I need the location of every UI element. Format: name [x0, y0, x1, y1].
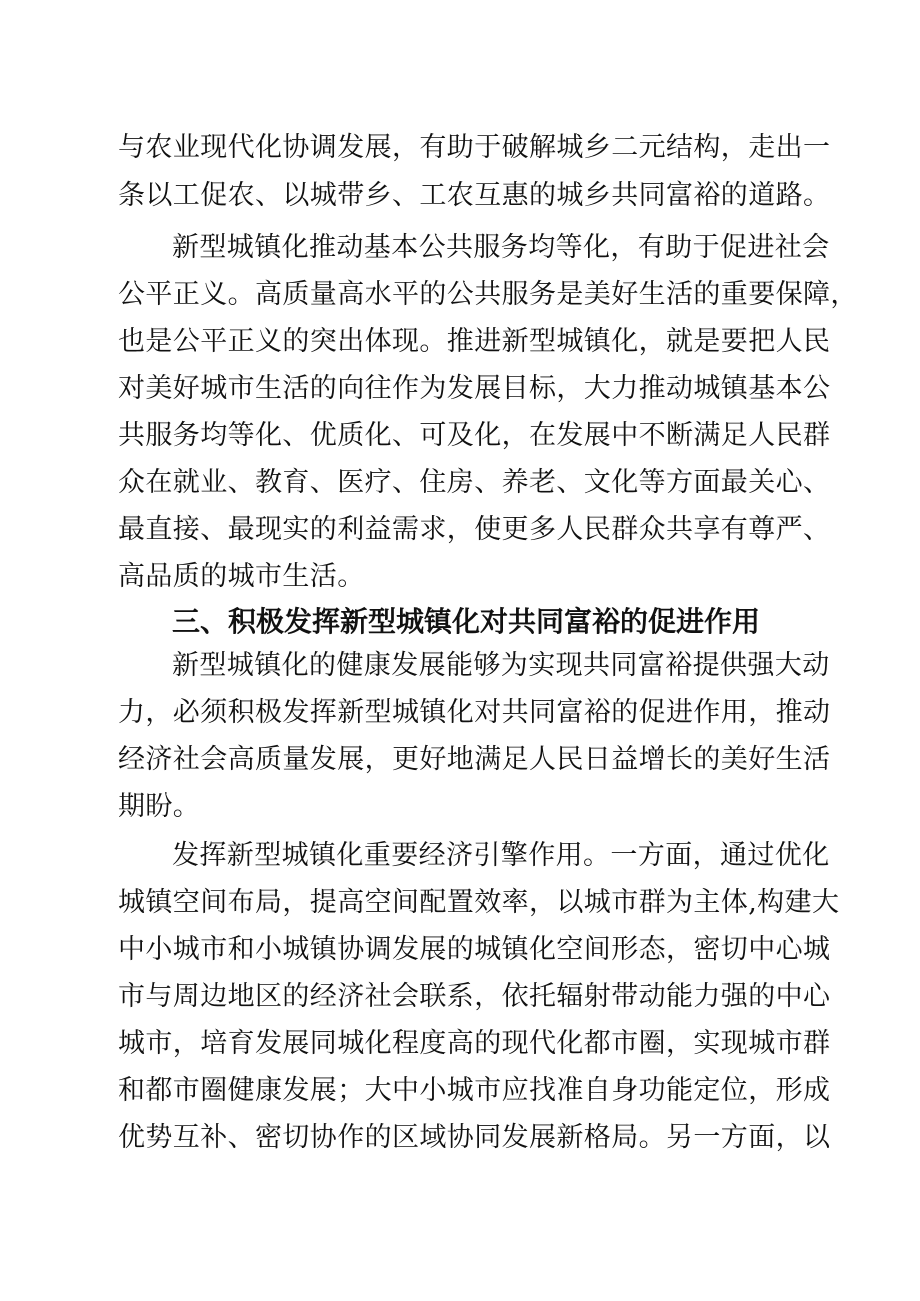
text-line: 公平正义。高质量高水平的公共服务是美好生活的重要保障， — [118, 279, 858, 310]
text-line: 城市，培育发展同城化程度高的现代化都市圈，实现城市群 — [118, 1028, 831, 1059]
text-line: 共服务均等化、优质化、可及化，在发展中不断满足人民群 — [118, 420, 831, 451]
text-line: 和都市圈健康发展；大中小城市应找准自身功能定位，形成 — [118, 1075, 831, 1106]
paragraph-first-line: 新型城镇化推动基本公共服务均等化，有助于促进社会 — [172, 232, 830, 263]
text-line: 市与周边地区的经济社会联系，依托辐射带动能力强的中心 — [118, 981, 831, 1012]
text-line: 期盼。 — [118, 791, 201, 822]
text-line: 中小城市和小城镇协调发展的城镇化空间形态，密切中心城 — [118, 934, 831, 965]
text-line: 优势互补、密切协作的区域协同发展新格局。另一方面，以 — [118, 1122, 831, 1153]
text-line: 最直接、最现实的利益需求，使更多人民群众共享有尊严、 — [118, 514, 831, 545]
text-line: 众在就业、教育、医疗、住房、养老、文化等方面最关心、 — [118, 467, 831, 498]
text-line: 对美好城市生活的向往作为发展目标，大力推动城镇基本公 — [118, 373, 831, 404]
text-line: 力，必须积极发挥新型城镇化对共同富裕的促进作用，推动 — [118, 697, 831, 728]
text-line: 城镇空间布局，提高空间配置效率，以城市群为主体,构建大 — [118, 887, 840, 918]
paragraph-first-line: 新型城镇化的健康发展能够为实现共同富裕提供强大动 — [172, 650, 830, 681]
text-line: 经济社会高质量发展，更好地满足人民日益增长的美好生活 — [118, 744, 831, 775]
text-line: 高品质的城市生活。 — [118, 561, 365, 592]
paragraph-first-line: 发挥新型城镇化重要经济引擎作用。一方面，通过优化 — [172, 840, 830, 871]
text-line: 也是公平正义的突出体现。推进新型城镇化，就是要把人民 — [118, 326, 831, 357]
section-heading: 三、积极发挥新型城镇化对共同富裕的促进作用 — [172, 605, 761, 638]
text-line: 条以工促农、以城带乡、工农互惠的城乡共同富裕的道路。 — [118, 180, 831, 211]
text-line: 与农业现代化协调发展，有助于破解城乡二元结构，走出一 — [118, 132, 831, 163]
